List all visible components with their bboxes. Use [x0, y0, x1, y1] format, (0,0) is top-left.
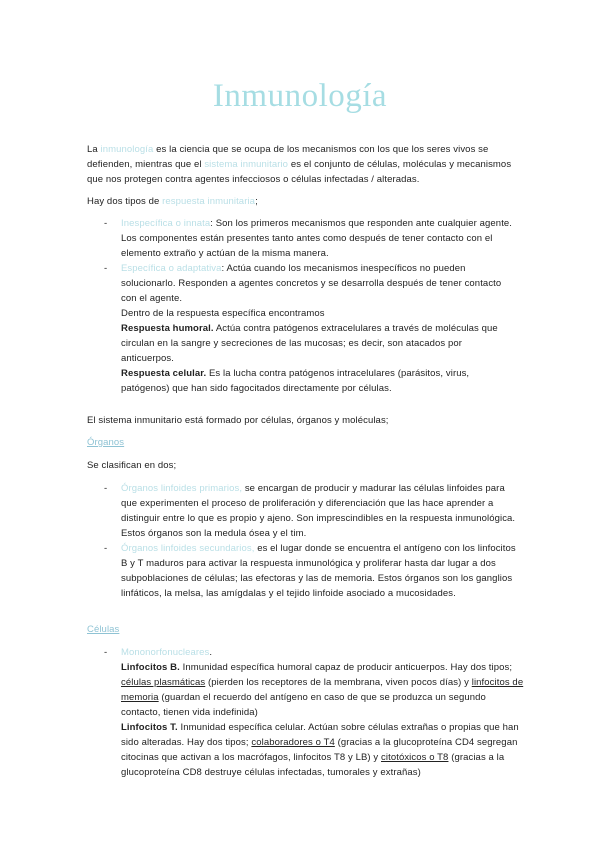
bullet-dash: - [104, 263, 108, 274]
bullet-dash: - [104, 647, 108, 658]
mono-end: . [209, 647, 213, 658]
linfocitos-t-text-1: Inmunidad específica celular. Actúan sobre células extrañas o propias que han sido alteradas. Hay dos tipos; [121, 722, 519, 748]
sub-intro: Dentro de la respuesta específica encontramos [121, 308, 325, 319]
linfocitos-t-text-3: (gracias a la glucoproteína CD8 destruye células infectadas, tumorales y extrañas) [121, 752, 505, 778]
humoral-label: Respuesta humoral. [121, 323, 214, 334]
term-organos-secundarios: Órganos linfoides secundarios, [121, 543, 255, 554]
system-sentence: El sistema inmunitario está formado por células, órganos y moléculas; [87, 415, 389, 426]
linfocitos-memoria: linfocitos de memoria [121, 677, 524, 703]
organos-heading[interactable]: Órganos [87, 437, 125, 448]
page-title: Inmunología [212, 78, 388, 114]
organos-intro: Se clasifican en dos; [87, 460, 177, 471]
types-intro-text: Hay dos tipos de [87, 196, 160, 207]
organos-primarios-text: se encargan de producir y madurar las células linfoides para que experimenten el proceso de proliferación y diferenciación que las hace aprender a distinguir entre lo que es propio y ajeno. Son imprescindibles en la respuesta inmunológica. Estos órganos son la medula ósea y el tim. [121, 483, 516, 539]
term-especifica: Específica o adaptativa [121, 263, 222, 274]
celulas-plasmaticas: células plasmáticas [121, 677, 206, 688]
term-respuesta-inmunitaria: respuesta inmunitaria [162, 196, 256, 207]
types-intro-end: ; [255, 196, 258, 207]
organos-secundarios-text: es el lugar donde se encuentra el antígeno con los linfocitos B y T maduros para activar la respuesta inmunológica y proliferar hasta dar lugar a dos subpoblaciones de células; las efectoras y las de memoria. Estos órganos son los ganglios linfáticos, la melsa, las amígdalas y el tejido linfoide asociado a mucosidades. [121, 543, 516, 599]
resp-adaptativa-item [121, 261, 516, 396]
bullet-dash: - [104, 218, 108, 229]
term-mononorfonucleares: Mononorfonucleares [121, 647, 210, 658]
celulas-item [121, 645, 526, 780]
term-organos-primarios: Órganos linfoides primarios, [121, 483, 243, 494]
celular-text: Es la lucha contra patógenos intracelulares (parásitos, virus, patógenos) que han sido fagocitados directamente por células. [121, 368, 470, 394]
bullet-dash: - [104, 543, 108, 554]
intro-text-1: La [87, 144, 98, 155]
term-inespecifica: Inespecífica o innata [121, 218, 211, 229]
humoral-text: Actúa contra patógenos extracelulares a través de moléculas que circulan en la sangre y secreciones de las mucosas; es decir, son atacados por anticuerpos. [121, 323, 498, 364]
colaboradores-t4: colaboradores o T4 [251, 737, 335, 748]
linfocitos-t-text-2: (gracias a la glucoproteína CD4 segregan citocinas que activan a los macrófagos, linfocitos T8 y LB) y [121, 737, 518, 763]
intro-text-2: es la ciencia que se ocupa de los mecanismos con los que los seres vivos se defienden, mientras que el [87, 144, 489, 170]
intro-paragraph [87, 142, 527, 187]
resp-innata-text: : Son los primeros mecanismos que responden ante cualquier agente. Los componentes están presentes tanto antes como después de tener contacto con el elemento extraño y actúan de la misma manera. [121, 218, 513, 259]
term-inmunologia: inmunología [100, 144, 154, 155]
intro-text-3: es el conjunto de células, moléculas y mecanismos que nos protegen contra agentes infecciosos o células infectadas / alteradas. [87, 159, 512, 185]
organos-primarios-item [121, 481, 521, 541]
celular-label: Respuesta celular. [121, 368, 207, 379]
citotoxicos-t8: citotóxicos o T8 [381, 752, 449, 763]
linfocitos-b-text-3: (guardan el recuerdo del antígeno en caso de que se produzca un segundo contacto, tienen vida indefinida) [121, 692, 486, 718]
celulas-heading[interactable]: Células [87, 624, 120, 635]
resp-innata-item [121, 216, 516, 261]
bullet-dash: - [104, 483, 108, 494]
linfocitos-b-text-2: (pierden los receptores de la membrana, viven pocos días) y [208, 677, 469, 688]
types-intro [87, 194, 527, 209]
linfocitos-t-label: Linfocitos T. [121, 722, 178, 733]
resp-adaptativa-text: : Actúa cuando los mecanismos inespecíficos no pueden solucionarlo. Responden a agentes concretos y se desarrolla después de tener contacto con el agente. [121, 263, 502, 304]
organos-secundarios-item [121, 541, 521, 601]
linfocitos-b-text-1: Inmunidad específica humoral capaz de producir anticuerpos. Hay dos tipos; [182, 662, 513, 673]
linfocitos-b-label: Linfocitos B. [121, 662, 180, 673]
term-sistema-inmunitario: sistema inmunitario [204, 159, 289, 170]
